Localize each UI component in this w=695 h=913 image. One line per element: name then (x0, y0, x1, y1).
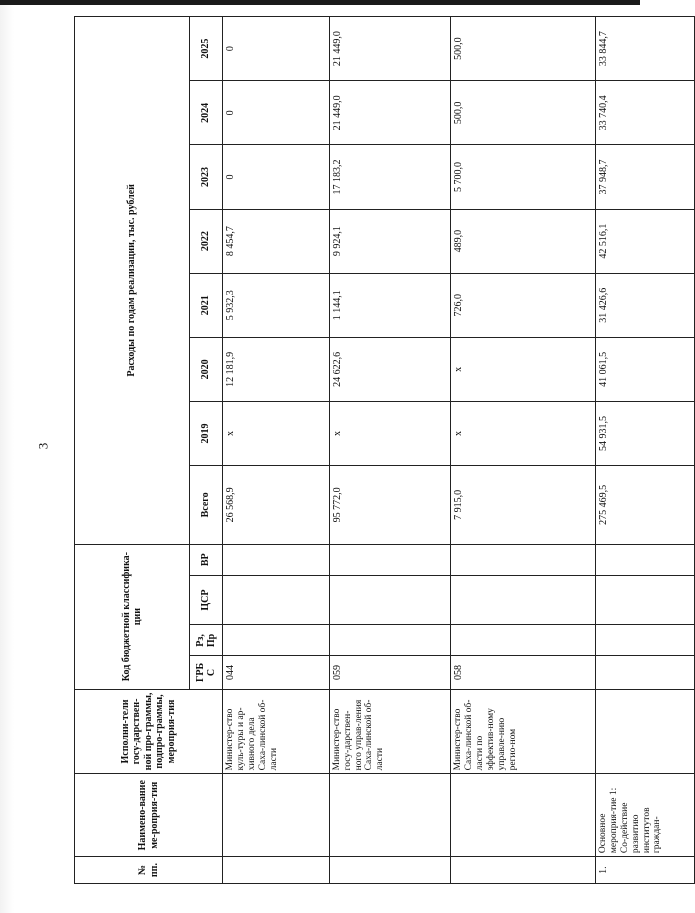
cell-year: 9 924,1 (329, 209, 451, 273)
table-row (595, 17, 694, 884)
cell-year: 21 449,0 (329, 17, 451, 81)
cell-year: 17 183,2 (329, 145, 451, 209)
cell-grbs: 058 (451, 656, 595, 689)
cell-num (223, 857, 330, 884)
header-expenses: Расходы по годам реализации, тыс. рублей (75, 17, 190, 545)
cell-total: 275 469,5 (595, 466, 694, 545)
cell-name: Основное мероприя-тие 1: Со-действие развитию институтов граждан- (595, 774, 694, 857)
cell-year: x (451, 337, 595, 401)
header-name: Наимено-вание ме-роприя-тия (75, 774, 223, 857)
cell-total: 26 568,9 (223, 466, 330, 545)
cell-executor: Министер-ство Саха-линской об-ласти по эффектив-ному управле-нию регио-ном (451, 689, 595, 774)
cell-vr (451, 544, 595, 575)
cell-csr (223, 575, 330, 625)
cell-year: 5 700,0 (451, 145, 595, 209)
cell-vr (595, 544, 694, 575)
table-row (329, 17, 451, 884)
header-year: 2024 (190, 81, 223, 145)
cell-num: 1. (595, 857, 694, 884)
header-vr: ВР (190, 544, 223, 575)
cell-year: 8 454,7 (223, 209, 330, 273)
scan-edge-shadow (0, 0, 14, 913)
cell-csr (329, 575, 451, 625)
scan-top-edge (0, 0, 640, 5)
header-year: 2023 (190, 145, 223, 209)
header-grbs: ГРБ С (190, 656, 223, 689)
cell-vr (223, 544, 330, 575)
cell-year: 41 061,5 (595, 337, 694, 401)
header-num: № пп. (75, 857, 223, 884)
cell-vr (329, 544, 451, 575)
cell-year: x (329, 401, 451, 465)
cell-year: 54 931,5 (595, 401, 694, 465)
cell-year: 0 (223, 145, 330, 209)
header-rzpr: Рз, Пр (190, 625, 223, 656)
cell-executor (595, 689, 694, 774)
cell-year: 1 144,1 (329, 273, 451, 337)
cell-executor: Министер-ство куль-туры и ар-хивного дела Саха-линской об-ласти (223, 689, 330, 774)
header-executors: Исполни-тели госу-дарствен-ной про-граммы, подпро-граммы, мероприя-тия (75, 689, 223, 774)
cell-rzpr (451, 625, 595, 656)
rotated-page (74, 16, 663, 884)
cell-executor: Министер-ство госу-дарствен-ного управ-ления Саха-линской об-ласти (329, 689, 451, 774)
cell-year: 42 516,1 (595, 209, 694, 273)
cell-name (329, 774, 451, 857)
cell-grbs: 044 (223, 656, 330, 689)
table-row (451, 17, 595, 884)
cell-grbs (595, 656, 694, 689)
cell-year: 0 (223, 17, 330, 81)
cell-year: 500,0 (451, 81, 595, 145)
budget-table (74, 16, 695, 884)
header-year: 2019 (190, 401, 223, 465)
cell-year: 489,0 (451, 209, 595, 273)
cell-year: 33 740,4 (595, 81, 694, 145)
cell-rzpr (223, 625, 330, 656)
cell-total: 7 915,0 (451, 466, 595, 545)
cell-year: x (223, 401, 330, 465)
cell-year: 33 844,7 (595, 17, 694, 81)
cell-num (451, 857, 595, 884)
page-number: 3 (35, 442, 51, 450)
cell-year: 500,0 (451, 17, 595, 81)
cell-year: 12 181,9 (223, 337, 330, 401)
header-csr: ЦСР (190, 575, 223, 625)
table-row (223, 17, 330, 884)
cell-year: 21 449,0 (329, 81, 451, 145)
cell-year: 37 948,7 (595, 145, 694, 209)
header-year: 2022 (190, 209, 223, 273)
header-year: 2021 (190, 273, 223, 337)
cell-year: x (451, 401, 595, 465)
cell-rzpr (595, 625, 694, 656)
cell-year: 24 622,6 (329, 337, 451, 401)
cell-csr (595, 575, 694, 625)
cell-grbs: 059 (329, 656, 451, 689)
cell-year: 31 426,6 (595, 273, 694, 337)
cell-rzpr (329, 625, 451, 656)
header-total: Всего (190, 466, 223, 545)
header-year: 2020 (190, 337, 223, 401)
cell-year: 726,0 (451, 273, 595, 337)
cell-csr (451, 575, 595, 625)
cell-num (329, 857, 451, 884)
cell-name (451, 774, 595, 857)
cell-year: 5 932,3 (223, 273, 330, 337)
cell-total: 95 772,0 (329, 466, 451, 545)
header-year: 2025 (190, 17, 223, 81)
cell-year: 0 (223, 81, 330, 145)
header-budget-code: Код бюджетной классифика-ции (75, 544, 190, 689)
cell-name (223, 774, 330, 857)
